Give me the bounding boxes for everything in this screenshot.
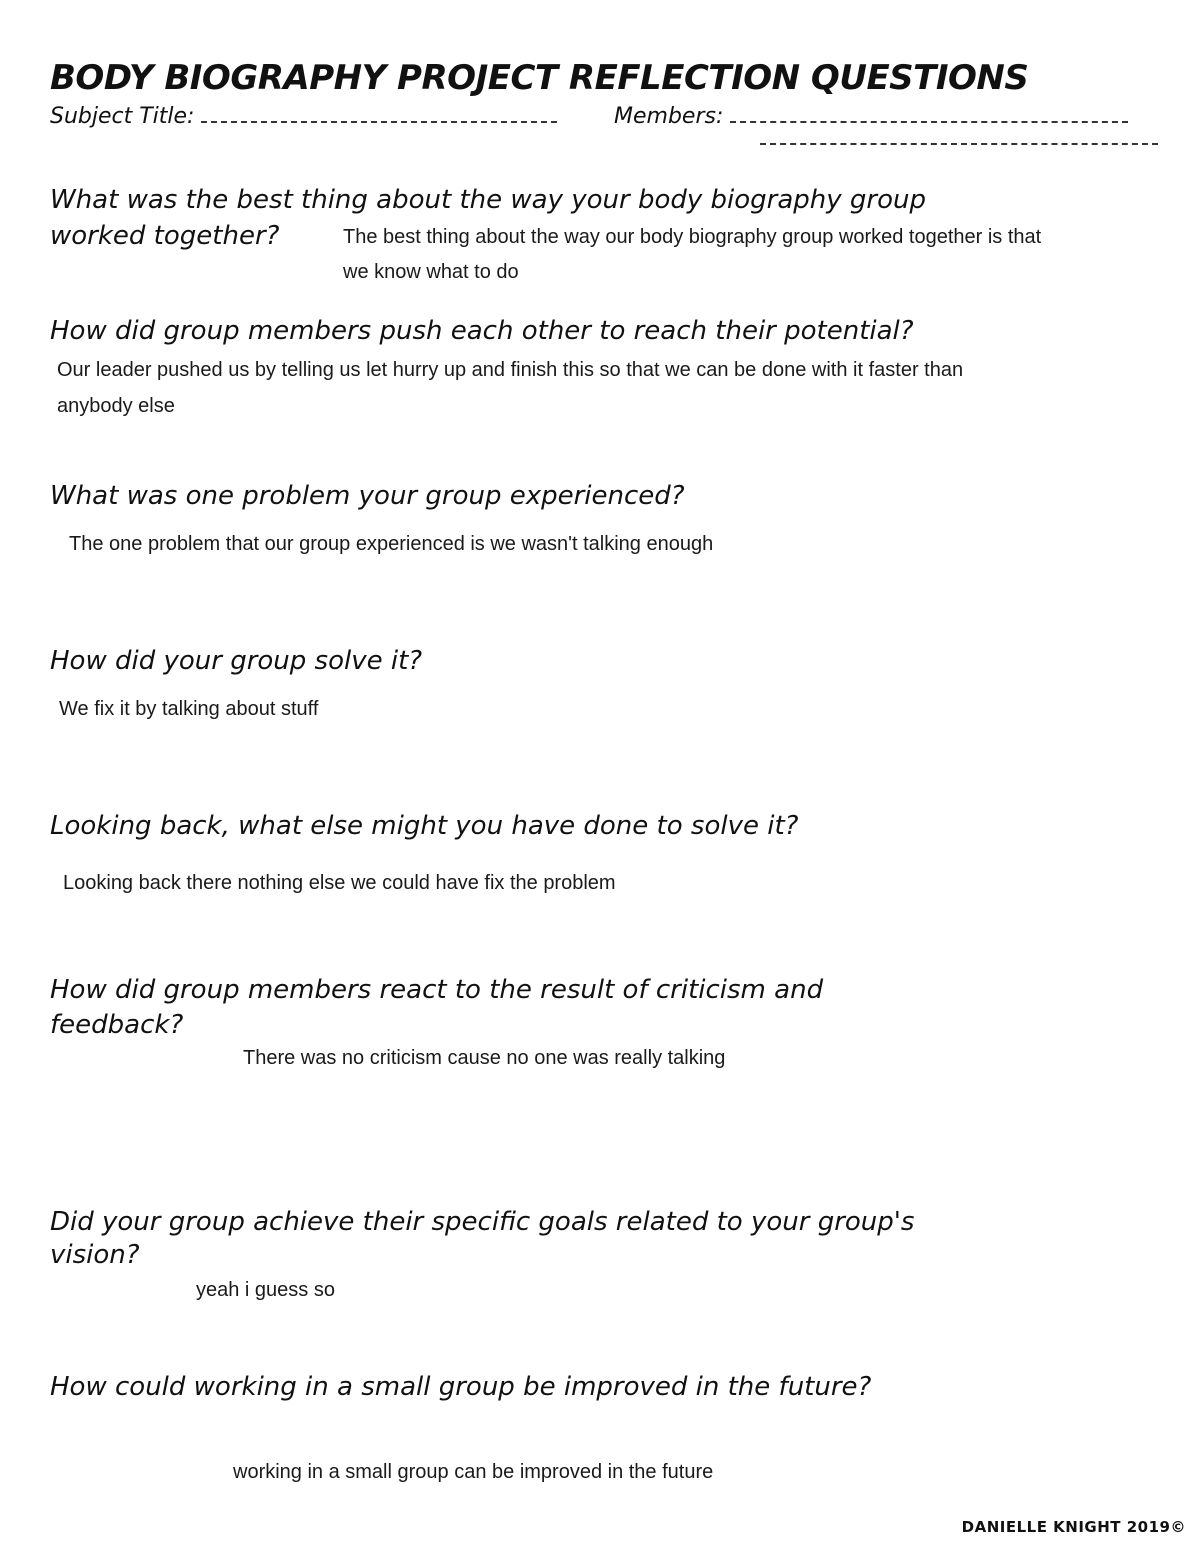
question-5: Looking back, what else might you have done to solve it? (50, 811, 799, 841)
subject-title-field (50, 104, 557, 129)
question-3: What was one problem your group experienced? (50, 481, 685, 511)
answer-2-line-2: anybody else (57, 395, 175, 417)
question-7-line-1: Did your group achieve their specific goals related to your group's (50, 1207, 915, 1237)
answer-2-line-1: Our leader pushed us by telling us let hurry up and finish this so that we can be done with it faster than (57, 359, 964, 381)
question-1-line-2: worked together? (50, 221, 280, 251)
members-field (614, 104, 1128, 129)
answer-1-line-1: The best thing about the way our body biography group worked together is that (343, 226, 1042, 248)
answer-8: working in a small group can be improved in the future (233, 1461, 714, 1483)
subject-title-line[interactable] (201, 105, 557, 123)
answer-7: yeah i guess so (196, 1279, 335, 1301)
question-7-line-2: vision? (50, 1240, 140, 1270)
subject-title-label: Subject Title: (50, 104, 195, 129)
members-line-2[interactable] (760, 143, 1158, 145)
footer-credit: DANIELLE KNIGHT 2019© (961, 1518, 1186, 1536)
members-label: Members: (614, 104, 724, 129)
answer-3: The one problem that our group experienced is we wasn't talking enough (69, 533, 714, 555)
question-1-line-1: What was the best thing about the way your body biography group (50, 185, 927, 215)
question-6-line-2: feedback? (50, 1010, 184, 1040)
question-2: How did group members push each other to reach their potential? (50, 316, 914, 346)
answer-4: We fix it by talking about stuff (59, 698, 319, 720)
answer-1-line-2: we know what to do (343, 261, 519, 283)
page-title: BODY BIOGRAPHY PROJECT REFLECTION QUESTIONS (50, 58, 1029, 98)
question-4: How did your group solve it? (50, 646, 423, 676)
answer-5: Looking back there nothing else we could have fix the problem (63, 872, 616, 894)
members-line[interactable] (730, 105, 1128, 123)
question-8: How could working in a small group be improved in the future? (50, 1372, 872, 1402)
answer-6: There was no criticism cause no one was really talking (243, 1047, 726, 1069)
question-6-line-1: How did group members react to the result of criticism and (50, 975, 824, 1005)
